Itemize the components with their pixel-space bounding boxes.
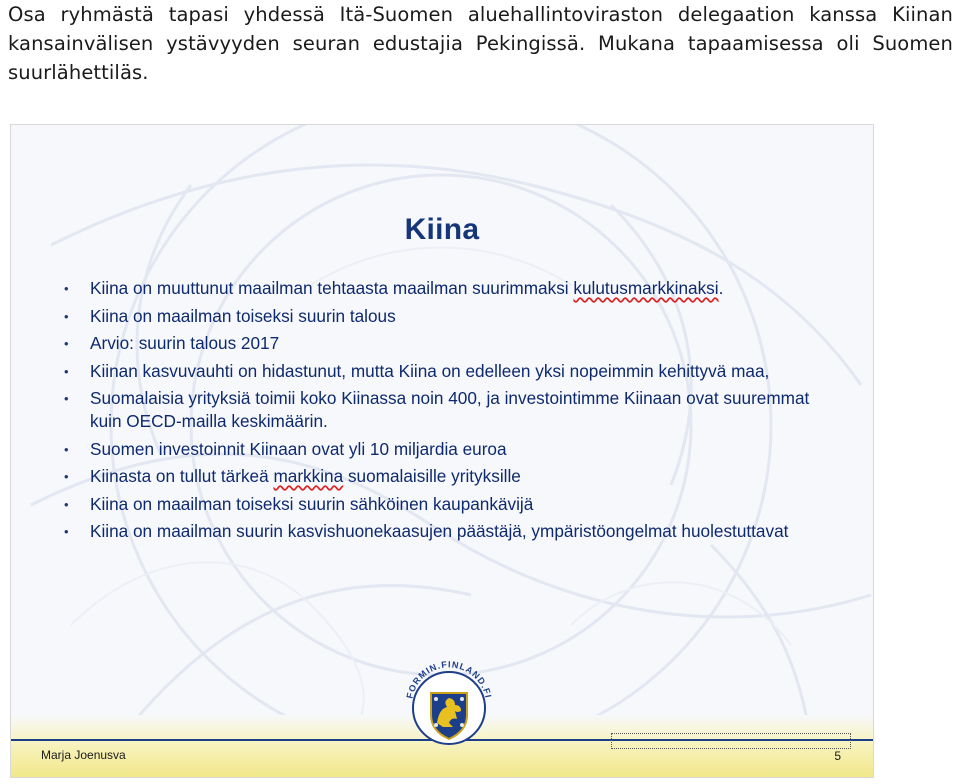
- bullet-item: • Kiinan kasvuvauhti on hidastunut, mutta Kiina on edelleen yksi nopeimmin kehittyvä maa,: [64, 360, 770, 381]
- coat-of-arms-icon: [399, 653, 499, 753]
- bullet-dot: •: [64, 524, 69, 539]
- bullet-dot: •: [64, 496, 69, 512]
- bullet-item: • Kiinasta on tullut tärkeä markkina suomalaisille yrityksille: [64, 466, 521, 486]
- presentation-slide-image: [10, 124, 874, 778]
- intro-paragraph: Osa ryhmästä tapasi yhdessä Itä-Suomen aluehallintoviraston delegaation kanssa Kiinan kansainvälisen ystävyyden seuran edustajia Pekingissä. Mukana tapaamisessa oli Suomen suurlähettiläs.: [8, 3, 953, 84]
- presenter-name: Marja Joenusva: [41, 748, 126, 762]
- bullet-dot: •: [64, 441, 69, 457]
- bullet-dot: •: [64, 281, 69, 296]
- formin-finland-logo: [399, 653, 499, 753]
- bullet-item: • Suomalaisia yrityksiä toimii koko Kiinassa noin 400, ja investointimme Kiinaan ovat suuremmat kuin OECD-mailla keskimäärin.: [64, 388, 810, 431]
- page-number: 5: [834, 749, 841, 763]
- slide-title: Kiina: [404, 213, 480, 246]
- slide-bullet-list: [61, 277, 821, 548]
- bullet-dot: •: [64, 363, 69, 379]
- logo-arc-text: FORMIN.FINLAND.FI: [404, 659, 494, 700]
- spellcheck-word: markkina: [273, 466, 344, 486]
- bullet-item: • Suomen investoinnit Kiinaan ovat yli 10 miljardia euroa: [64, 438, 507, 459]
- bullet-item: • Kiina on maailman suurin kasvishuonekaasujen päästäjä, ympäristöongelmat huolestuttavat: [64, 521, 789, 541]
- bullet-dot: •: [64, 469, 69, 484]
- bullet-dot: •: [64, 391, 69, 406]
- bullet-item: • Kiina on maailman toiseksi suurin talous: [64, 305, 396, 326]
- bullet-item: • Arvio: suurin talous 2017: [64, 333, 280, 353]
- spellcheck-word: kulutusmarkkinaksi: [573, 278, 719, 298]
- bullet-dot: •: [64, 308, 69, 324]
- bullet-item: • Kiina on maailman toiseksi suurin sähköinen kaupankävijä: [64, 493, 534, 514]
- bullet-dot: •: [64, 336, 69, 351]
- bullet-item: • Kiina on muuttunut maailman tehtaasta maailman suurimmaksi kulutusmarkkinaksi.: [64, 278, 724, 298]
- footer-placeholder-box: [611, 733, 851, 749]
